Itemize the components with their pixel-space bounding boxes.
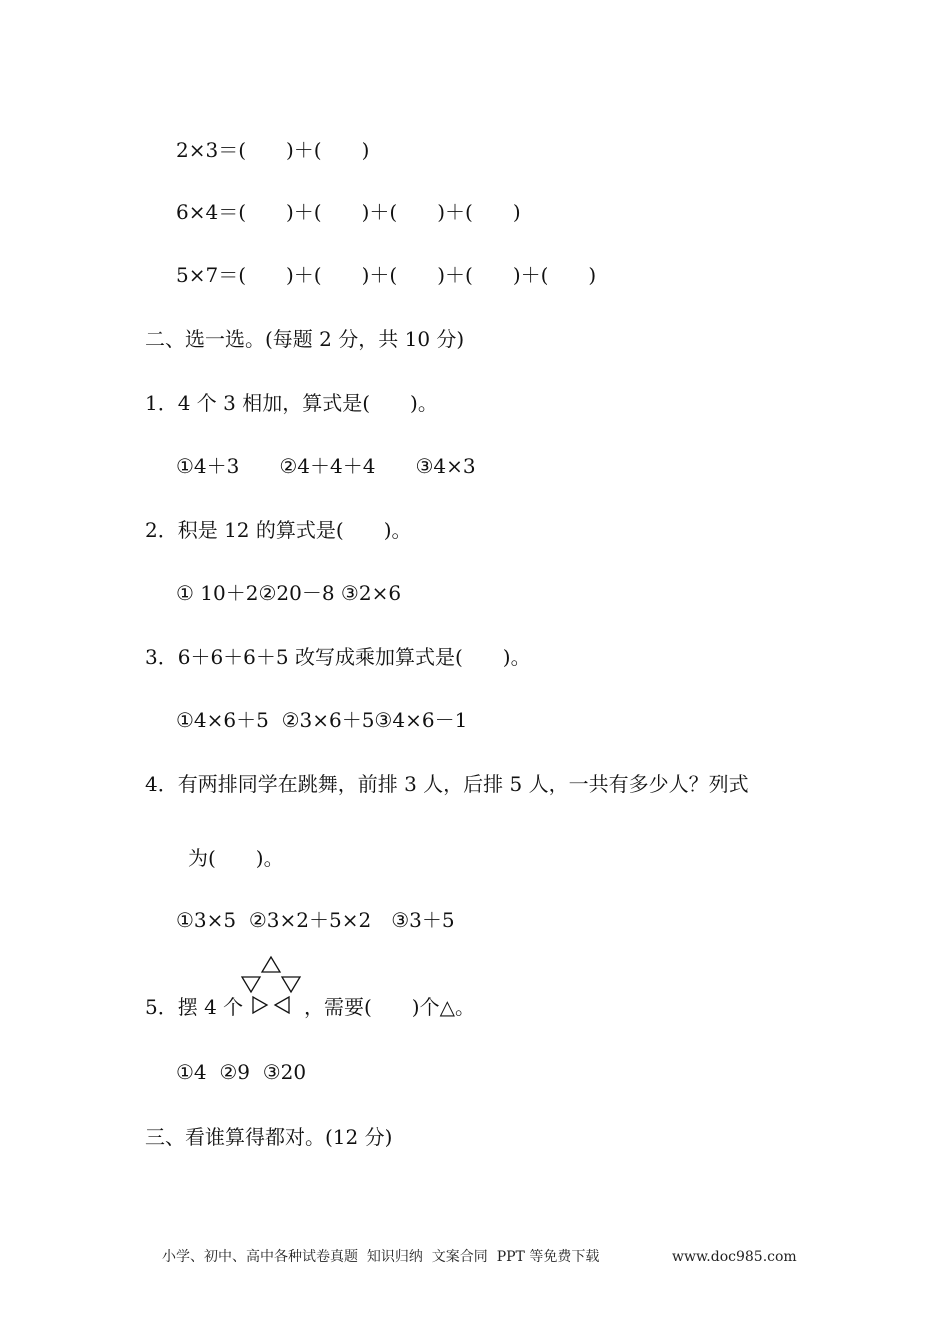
question-options: ① 10＋2②20－8 ③2×6 xyxy=(176,581,402,605)
question-options: ①4 ②9 ③20 xyxy=(176,1060,307,1084)
question-text-continued: 为( )。 xyxy=(188,846,284,870)
question-options: ①4×6＋5 ②3×6＋5③4×6－1 xyxy=(176,708,468,732)
question-text: 1．4 个 3 相加，算式是( )。 xyxy=(145,391,438,415)
footer-text: 小学、初中、高中各种试卷真题 知识归纳 文案合同 PPT 等免费下载 xyxy=(162,1249,600,1265)
triangle-figure-icon xyxy=(240,955,302,1017)
triangle-shape xyxy=(253,997,267,1013)
equation-line: 5×7＝( )＋( )＋( )＋( )＋( ) xyxy=(176,263,597,287)
question-options: ①4＋3 ②4＋4＋4 ③4×3 xyxy=(176,454,476,478)
footer-link[interactable]: www.doc985.com xyxy=(672,1249,797,1265)
question-text-before-figure: 5．摆 4 个 xyxy=(145,995,244,1019)
triangle-shape xyxy=(262,957,280,972)
question-options: ①3×5 ②3×2＋5×2 ③3＋5 xyxy=(176,908,455,932)
triangle-shape xyxy=(275,997,289,1013)
section-heading: 三、看谁算得都对。(12 分) xyxy=(145,1125,393,1149)
question-text: 4．有两排同学在跳舞，前排 3 人，后排 5 人，一共有多少人？列式 xyxy=(145,772,749,796)
equation-line: 2×3＝( )＋( ) xyxy=(176,138,370,162)
question-text: 3．6＋6＋6＋5 改写成乘加算式是( )。 xyxy=(145,645,531,669)
triangle-shape xyxy=(282,977,300,992)
section-heading: 二、选一选。(每题 2 分，共 10 分) xyxy=(145,327,465,351)
question-text-after-figure: ，需要( )个△。 xyxy=(304,995,475,1019)
triangle-shape xyxy=(242,977,260,992)
question-text: 2．积是 12 的算式是( )。 xyxy=(145,518,412,542)
equation-line: 6×4＝( )＋( )＋( )＋( ) xyxy=(176,200,521,224)
